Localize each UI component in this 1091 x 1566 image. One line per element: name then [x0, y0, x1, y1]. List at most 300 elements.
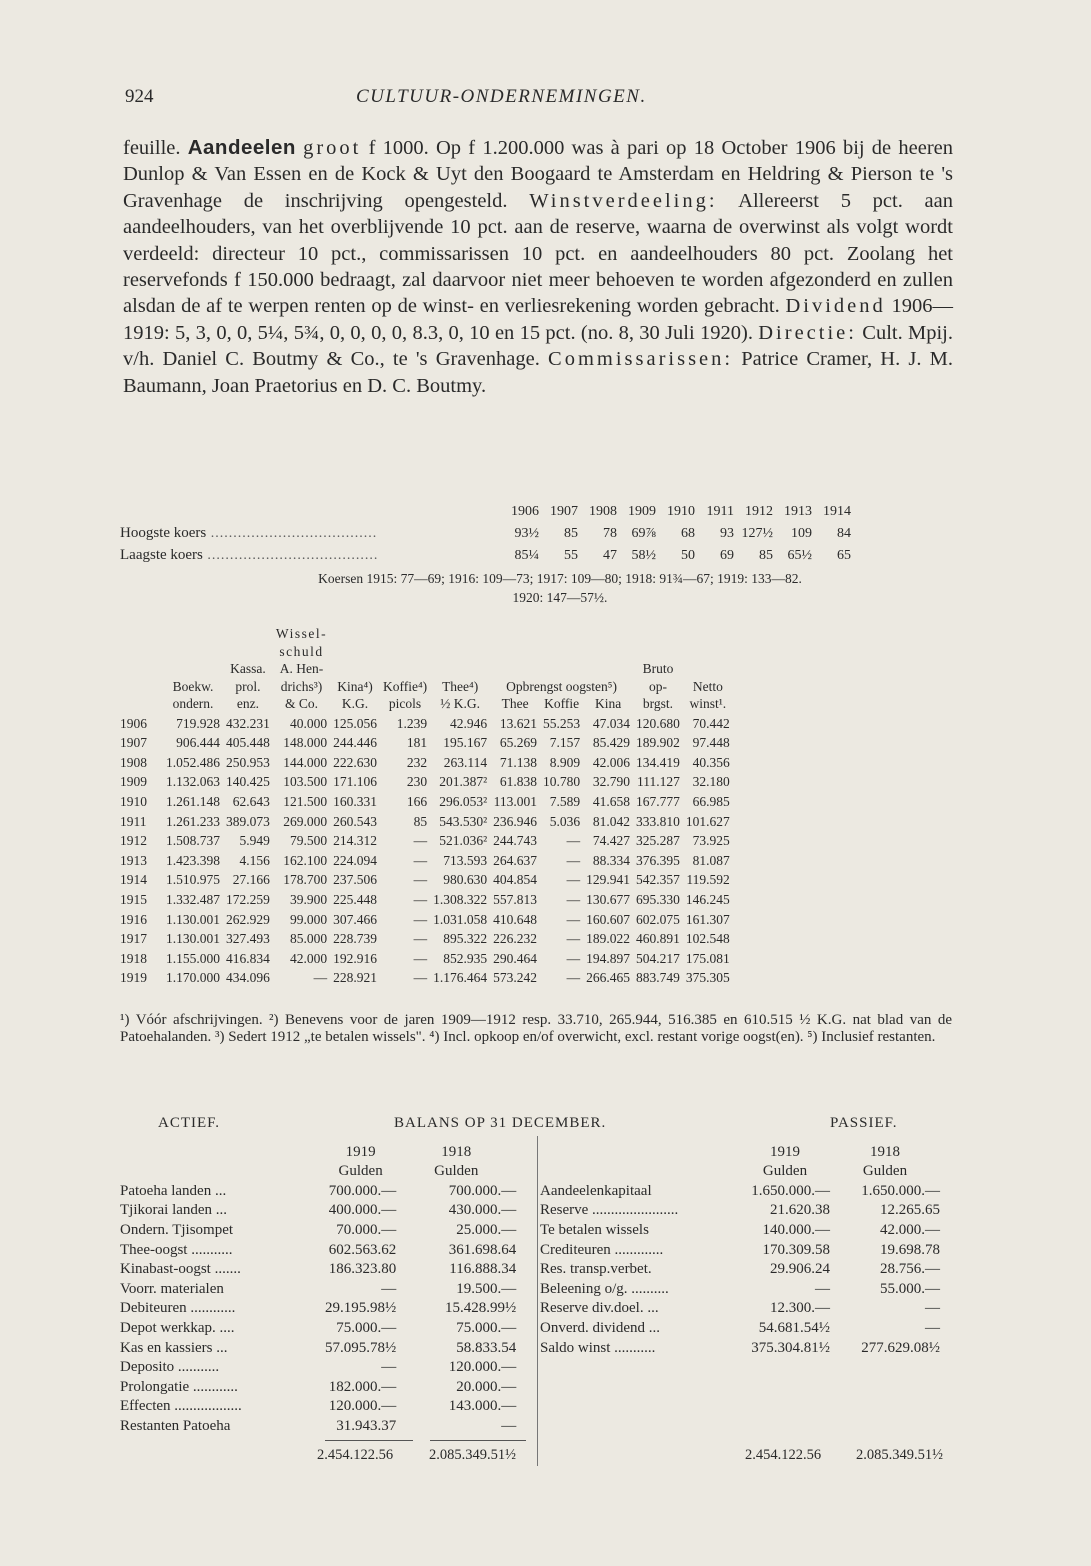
table-cell: 228.921 — [333, 970, 377, 986]
balance-value: 75.000.— — [456, 1319, 517, 1336]
balance-value: 54.681.54½ — [758, 1319, 830, 1336]
table-row — [120, 828, 733, 848]
table-cell: 121.500 — [283, 793, 328, 809]
balance-value: 700.000.— — [328, 1182, 397, 1199]
col-unit: Gulden — [862, 1163, 908, 1180]
intro-text-5: Cult. Mpij. v/h. Daniel C. Boutmy & Co., te 's Gravenhage. — [123, 321, 953, 371]
koers-row-hoogste: Hoogste koers ..................................... 93½ 85 78 69⅞ 68 93 127½ 109 84 — [120, 520, 851, 542]
balance-value: 602.563.62 — [328, 1241, 397, 1258]
row-year: 1914 — [120, 872, 147, 888]
table-cell: 71.138 — [499, 754, 538, 770]
table-cell: — — [566, 833, 581, 849]
balance-label: Res. transp.verbet. — [540, 1261, 652, 1278]
table-cell: 1.332.487 — [166, 891, 220, 907]
table-cell: — — [566, 970, 581, 986]
col-header: Thee — [501, 696, 529, 711]
col-header: Bruto — [642, 661, 674, 676]
balance-value: 186.323.80 — [328, 1261, 397, 1278]
actief-row — [120, 1375, 516, 1395]
table-cell: 504.217 — [636, 950, 680, 966]
table-cell: 602.075 — [636, 911, 680, 927]
balance-value: — — [925, 1300, 940, 1317]
koers-row-label: Laagste koers — [120, 547, 203, 563]
table-cell: 237.506 — [333, 872, 377, 888]
table-cell: 47.034 — [592, 715, 631, 731]
balance-value: 170.309.58 — [762, 1241, 830, 1258]
table-cell: — — [566, 931, 581, 947]
table-cell: — — [566, 852, 581, 868]
balance-label: Depot werkkap. .... — [120, 1319, 235, 1336]
balance-value: 55.000.— — [880, 1280, 940, 1297]
footnote-text: ¹) Vóór afschrijvingen. ²) Benevens voor de jaren 1909—1912 resp. 33.710, 265.944, 516.385 en 610.515 ½ K.G. nat blad van de Patoehalanden. ³) Sedert 1912 „te betalen wissels". ⁴) Incl. opkoop en/of overwicht, excl. restant vorige oogst(en). ⁵) Inclusief restanten. — [120, 1012, 952, 1045]
balance-label: Aandeelenkapitaal — [540, 1182, 652, 1199]
table-cell: 42.946 — [450, 715, 488, 731]
balance-value: 31.943.37 — [336, 1417, 397, 1434]
balance-value: 70.000.— — [336, 1221, 397, 1238]
passief-row — [540, 1316, 940, 1336]
passief-row — [540, 1277, 940, 1297]
table-row — [120, 965, 733, 985]
table-cell: 4.156 — [239, 852, 270, 868]
row-year: 1917 — [120, 931, 147, 947]
balans-title: BALANS OP 31 DECEMBER. — [394, 1115, 607, 1131]
koers-year-row — [120, 498, 851, 520]
table-cell: 65.269 — [499, 735, 538, 751]
col-header: ondern. — [172, 696, 214, 711]
table-cell: 226.232 — [493, 931, 538, 947]
table-cell: 225.448 — [333, 891, 377, 907]
table-cell: 32.180 — [692, 774, 730, 790]
table-cell: 125.056 — [333, 715, 377, 731]
groot-label: groot — [303, 137, 362, 159]
col-header: A. Hen- — [279, 661, 324, 676]
table-cell: — — [566, 950, 581, 966]
table-cell: 1.130.001 — [166, 931, 220, 947]
passief-row — [540, 1218, 940, 1238]
koers-year: 1906 — [511, 504, 539, 519]
table-row — [120, 711, 733, 731]
table-cell: 1.130.001 — [166, 911, 220, 927]
dividend-label: Dividend — [785, 295, 886, 318]
table-cell: — — [413, 970, 428, 986]
table-cell: 244.743 — [493, 833, 538, 849]
table-row — [120, 887, 733, 907]
balance-label: Reserve ....................... — [540, 1202, 679, 1219]
table-cell: — — [413, 872, 428, 888]
table-cell: 264.637 — [493, 852, 538, 868]
balance-label: Kinabast-oogst ....... — [120, 1261, 241, 1278]
table-cell: 327.493 — [226, 931, 270, 947]
actief-row — [120, 1238, 516, 1258]
col-header: winst¹. — [689, 696, 727, 711]
passief-row — [540, 1297, 940, 1317]
table-cell: 375.305 — [685, 970, 730, 986]
balance-value: 182.000.— — [328, 1378, 397, 1395]
balance-value: — — [381, 1359, 397, 1376]
table-row — [120, 848, 733, 868]
passief-row — [540, 1199, 940, 1219]
actief-row — [120, 1297, 516, 1317]
balance-value: 1.650.000.— — [861, 1182, 940, 1199]
koers-row-laagste: Laagste koers ...................................... 85¼ 55 47 58½ 50 69 85 65½ 65 — [120, 542, 851, 564]
table-cell: 166 — [406, 793, 428, 809]
table-cell: 55.253 — [543, 715, 581, 731]
table-cell: 146.245 — [685, 891, 730, 907]
col-header: Kina — [594, 696, 622, 711]
row-year: 1906 — [120, 715, 147, 731]
table-row — [120, 750, 733, 770]
col-header: Netto — [692, 678, 723, 694]
table-cell: 895.322 — [443, 931, 488, 947]
table-cell: 102.548 — [685, 931, 730, 947]
table-cell: 906.444 — [176, 735, 220, 751]
row-year: 1913 — [120, 852, 147, 868]
table-cell: 389.073 — [226, 813, 270, 829]
koers-value: 69⅞ — [631, 526, 656, 541]
table-cell: 250.953 — [226, 754, 270, 770]
col-header: op- — [648, 678, 667, 694]
table-cell: 542.357 — [636, 872, 680, 888]
koers-value: 55 — [564, 548, 578, 563]
table-cell: 5.036 — [549, 813, 581, 829]
table-cell: 228.739 — [333, 931, 377, 947]
table-cell: 1.508.737 — [166, 833, 220, 849]
col-header: K.G. — [341, 696, 369, 711]
table-cell: 244.446 — [333, 735, 377, 751]
table-cell: 1.176.464 — [433, 970, 488, 986]
actief-row — [120, 1356, 516, 1376]
balance-value: 25.000.— — [456, 1221, 517, 1238]
table-cell: 41.658 — [592, 793, 631, 809]
table-cell: 66.985 — [692, 793, 730, 809]
col-header: Thee⁴) — [442, 678, 479, 694]
balance-label: Deposito ........... — [120, 1359, 220, 1376]
table-cell: — — [413, 833, 428, 849]
balance-value: 19.500.— — [456, 1280, 517, 1297]
table-cell: 40.356 — [692, 754, 730, 770]
table-cell: 269.000 — [283, 813, 328, 829]
row-year: 1916 — [120, 911, 147, 927]
balance-label: Debiteuren ............ — [120, 1300, 236, 1317]
koers-value: 127½ — [741, 526, 773, 541]
table-cell: 175.081 — [685, 950, 730, 966]
table-cell: 181 — [406, 735, 428, 751]
table-row — [120, 769, 733, 789]
company-description — [123, 135, 953, 399]
table-cell: 42.000 — [289, 950, 328, 966]
balance-value: 430.000.— — [448, 1202, 517, 1219]
actief-row — [120, 1316, 516, 1336]
table-cell: 40.000 — [289, 715, 328, 731]
table-cell: 42.006 — [592, 754, 631, 770]
balance-label: Saldo winst ........... — [540, 1339, 656, 1356]
col-header: Boekw. — [172, 678, 214, 694]
intro-text-6: Patrice Cramer, H. J. M. Baumann, Joan Praetorius en D. C. Boutmy. — [123, 348, 953, 397]
col-unit: Gulden — [434, 1163, 479, 1180]
balance-value: 120.000.— — [448, 1359, 517, 1376]
koers-value: 47 — [603, 548, 617, 563]
table-cell: 130.677 — [586, 891, 631, 907]
table-cell: — — [413, 891, 428, 907]
koers-value: 85 — [759, 548, 773, 563]
col-header: enz. — [236, 696, 259, 711]
balance-label: Voorr. materialen — [120, 1280, 224, 1297]
col-header: Wissel- — [275, 626, 328, 641]
row-year: 1911 — [120, 813, 147, 829]
row-year: 1908 — [120, 754, 147, 770]
table-cell: 1.155.000 — [166, 950, 220, 966]
table-cell: 81.087 — [692, 852, 730, 868]
intro-text-3: Allereerst 5 pct. aan aandeelhouders, van het overblijvende 10 pct. aan de reserve, waarna de overwinst als volgt wordt verdeeld: directeur 10 pct., commissarissen 10 pct. en aandeelhouders 80 pct. Zoolang het reservefonds f 150.000 bedraagt, zal daarvoor niet meer behoeven te worden afgezonderd en zullen alsdan de af te werpen renten op de winst- en verliesrekening worden gebracht. — [123, 189, 953, 318]
footnotes — [120, 1012, 952, 1046]
table-cell: 1.308.322 — [433, 891, 488, 907]
balance-label: Onverd. dividend ... — [540, 1319, 660, 1336]
passief-label: PASSIEF. — [830, 1115, 898, 1131]
passief-row — [540, 1336, 940, 1356]
table-cell: 85.429 — [592, 735, 631, 751]
col-header: schuld — [279, 643, 324, 659]
actief-row — [120, 1414, 516, 1434]
table-cell: 97.448 — [692, 735, 730, 751]
koers-year: 1910 — [667, 504, 695, 519]
col-header: prol. — [235, 678, 261, 694]
table-cell: 260.543 — [333, 813, 377, 829]
koers-year: 1913 — [784, 504, 812, 519]
koers-year: 1908 — [589, 504, 617, 519]
table-cell: 883.749 — [636, 970, 680, 986]
balance-value: 42.000.— — [880, 1221, 940, 1238]
balance-value: 29.906.24 — [770, 1261, 830, 1278]
balance-label: Effecten .................. — [120, 1398, 242, 1415]
intro-text-1: feuille. — [123, 137, 188, 159]
table-cell: 307.466 — [333, 911, 377, 927]
balance-value: — — [501, 1417, 517, 1434]
table-cell: 73.925 — [692, 833, 730, 849]
row-year: 1907 — [120, 735, 147, 751]
actief-row — [120, 1199, 516, 1219]
table-row — [120, 808, 733, 828]
table-cell: 852.935 — [443, 950, 488, 966]
table-cell: 171.106 — [333, 774, 377, 790]
table-cell: 222.630 — [333, 754, 377, 770]
table-cell: 88.334 — [592, 852, 631, 868]
table-cell: 148.000 — [283, 735, 328, 751]
table-cell: 134.419 — [636, 754, 680, 770]
table-cell: 1.170.000 — [166, 970, 220, 986]
actief-label: ACTIEF. — [158, 1115, 221, 1131]
koers-row-label: Hoogste koers — [120, 525, 207, 541]
table-cell: 81.042 — [592, 813, 631, 829]
table-cell: 325.287 — [636, 833, 680, 849]
koers-year: 1909 — [628, 504, 656, 519]
balance-label: Te betalen wissels — [540, 1221, 649, 1238]
col-header: Kassa. — [230, 661, 266, 676]
table-cell: — — [413, 931, 428, 947]
col-year: 1918 — [870, 1143, 900, 1160]
directie-label: Directie: — [758, 321, 857, 344]
table-cell: 376.395 — [636, 852, 680, 868]
koers-value: 69 — [720, 548, 734, 563]
col-year: 1919 — [345, 1143, 376, 1160]
table-cell: 405.448 — [226, 735, 270, 751]
total-passief-1919: 2.454.122.56 — [745, 1447, 822, 1463]
commissarissen-label: Commissarissen: — [548, 348, 734, 371]
col-year: 1918 — [441, 1143, 472, 1160]
table-cell: 27.166 — [232, 872, 270, 888]
balance-value: 1.650.000.— — [751, 1182, 830, 1199]
balance-label: Ondern. Tjisompet — [120, 1221, 234, 1238]
table-cell: 167.777 — [636, 793, 680, 809]
table-cell: 521.036² — [439, 833, 488, 849]
table-cell: 111.127 — [637, 774, 680, 790]
table-cell: 70.442 — [692, 715, 730, 731]
row-year: 1919 — [120, 970, 147, 986]
table-cell: 62.643 — [232, 793, 270, 809]
balance-value: 116.888.34 — [449, 1261, 517, 1278]
winstverdeeling-label: Winstverdeeling: — [529, 189, 718, 212]
table-cell: 262.929 — [226, 911, 270, 927]
balance-value: 58.833.54 — [456, 1339, 517, 1356]
table-cell: 144.000 — [283, 754, 328, 770]
table-cell: 432.231 — [226, 715, 270, 731]
passief-row — [540, 1238, 940, 1258]
table-row — [120, 789, 733, 809]
balance-value: 277.629.08½ — [861, 1339, 940, 1356]
balance-value: 120.000.— — [328, 1398, 397, 1415]
balance-value: 57.095.78½ — [325, 1339, 397, 1356]
col-header: Opbrengst oogsten⁵) — [506, 678, 617, 694]
koers-year: 1907 — [550, 504, 578, 519]
running-title: CULTUUR-ONDERNEMINGEN. — [356, 86, 647, 107]
col-year: 1919 — [770, 1143, 800, 1160]
total-actief-1919: 2.454.122.56 — [317, 1447, 394, 1463]
col-header: Koffie⁴) — [382, 678, 428, 694]
balance-value: 12.300.— — [770, 1300, 830, 1317]
balance-divider — [537, 1136, 538, 1466]
koers-value: 93 — [720, 526, 734, 541]
actief-row — [120, 1277, 516, 1297]
table-cell: 713.593 — [443, 852, 488, 868]
balance-label: Tjikorai landen ... — [120, 1202, 228, 1219]
col-unit: Gulden — [338, 1163, 383, 1180]
table-cell: 161.307 — [685, 911, 730, 927]
balance-value: 143.000.— — [448, 1398, 517, 1415]
passief-table — [540, 1140, 940, 1356]
table-cell: 194.897 — [586, 950, 631, 966]
table-cell: 101.627 — [685, 813, 730, 829]
table-cell: 224.094 — [333, 852, 377, 868]
page-number: 924 — [125, 86, 154, 107]
table-cell: — — [566, 891, 581, 907]
table-cell: 1.052.486 — [166, 754, 220, 770]
table-cell: 39.900 — [289, 891, 328, 907]
table-cell: 980.630 — [443, 872, 488, 888]
table-cell: 160.607 — [586, 911, 631, 927]
balance-value: 375.304.81½ — [751, 1339, 830, 1356]
total-rule — [430, 1440, 526, 1441]
total-actief-1918: 2.085.349.51½ — [429, 1447, 516, 1463]
balance-value: 400.000.— — [328, 1202, 397, 1219]
table-cell: 10.780 — [543, 774, 581, 790]
table-row — [120, 867, 733, 887]
table-cell: 266.465 — [586, 970, 631, 986]
table-cell: 192.916 — [333, 950, 377, 966]
table-cell: 333.810 — [636, 813, 680, 829]
col-header: brgst. — [642, 696, 674, 711]
table-cell: — — [413, 852, 428, 868]
table-cell: 120.680 — [636, 715, 680, 731]
table-cell: 460.891 — [636, 931, 680, 947]
row-year: 1910 — [120, 793, 147, 809]
col-header: ½ K.G. — [440, 696, 481, 711]
balance-label: Beleening o/g. .......... — [540, 1280, 669, 1297]
total-passief-1918: 2.085.349.51½ — [856, 1447, 943, 1463]
table-cell: 1.132.063 — [166, 774, 220, 790]
table-row — [120, 946, 733, 966]
balance-value: 28.756.— — [880, 1261, 940, 1278]
table-cell: — — [566, 872, 581, 888]
balance-label: Prolongatie ............ — [120, 1378, 238, 1395]
table-cell: 543.530² — [439, 813, 488, 829]
table-row — [120, 730, 733, 750]
col-header: picols — [388, 696, 422, 711]
actief-row — [120, 1336, 516, 1356]
intro-text-4: 1906—1919: 5, 3, 0, 0, 5¼, 5¾, 0, 0, 0, 0, 8.3, 0, 10 en 15 pct. (no. 8, 30 Juli 1920). — [123, 295, 953, 344]
table-cell: 5.949 — [239, 833, 270, 849]
row-year: 1912 — [120, 833, 147, 849]
table-cell: 434.096 — [226, 970, 270, 986]
balance-value: — — [815, 1280, 830, 1297]
passief-row — [540, 1258, 940, 1278]
koers-year: 1912 — [745, 504, 773, 519]
table-cell: 172.259 — [226, 891, 270, 907]
koers-year: 1914 — [823, 504, 851, 519]
table-cell: 129.941 — [586, 872, 631, 888]
table-cell: 7.589 — [549, 793, 581, 809]
table-cell: 140.425 — [226, 774, 270, 790]
balance-value: — — [381, 1280, 397, 1297]
actief-row — [120, 1218, 516, 1238]
balance-value: 29.195.98½ — [325, 1300, 397, 1317]
table-cell: 236.946 — [493, 813, 538, 829]
table-cell: 1.261.233 — [166, 813, 220, 829]
koers-value: 78 — [603, 526, 617, 541]
actief-row — [120, 1179, 516, 1199]
table-cell: 74.427 — [592, 833, 631, 849]
koers-value: 85¼ — [514, 548, 539, 563]
balance-value: 12.265.65 — [880, 1202, 940, 1219]
results-table — [120, 623, 733, 985]
table-cell: 1.261.148 — [166, 793, 220, 809]
row-year: 1915 — [120, 891, 147, 907]
table-cell: 99.000 — [289, 911, 328, 927]
actief-row — [120, 1258, 516, 1278]
balance-value: 140.000.— — [762, 1221, 830, 1238]
table-cell: 263.114 — [443, 754, 488, 770]
koers-value: 85 — [564, 526, 578, 541]
koers-value: 84 — [837, 526, 851, 541]
table-cell: 557.813 — [493, 891, 538, 907]
table-row — [120, 906, 733, 926]
results-table-body — [120, 711, 733, 985]
balance-value: 20.000.— — [456, 1378, 517, 1395]
passief-row — [540, 1179, 940, 1199]
table-cell: 85.000 — [289, 931, 328, 947]
table-cell: — — [413, 950, 428, 966]
table-cell: 85 — [413, 813, 428, 829]
koersen-note: Koersen 1915: 77—69; 1916: 109—73; 1917: 109—80; 1918: 91¾—67; 1919: 133—82. — [318, 571, 802, 586]
table-cell: 201.387² — [439, 774, 488, 790]
